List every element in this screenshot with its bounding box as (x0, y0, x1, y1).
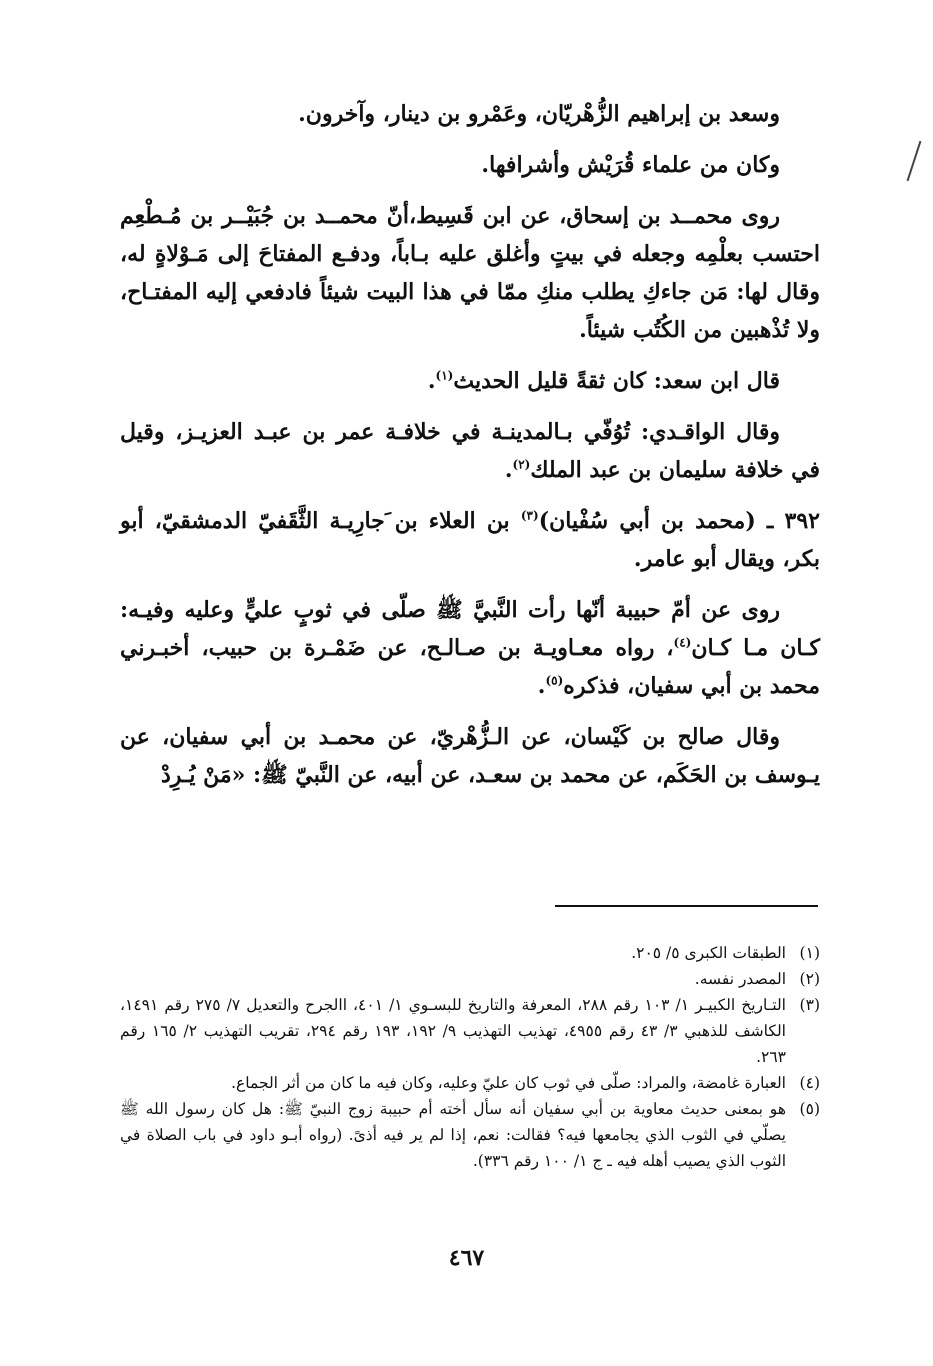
footnote-separator (555, 905, 818, 907)
footnote-ref-1[interactable]: (١) (435, 368, 454, 383)
footnote-number: (١) (799, 944, 820, 962)
footnote-number: (٢) (799, 970, 820, 988)
footnote-ref-5[interactable]: (٥) (545, 673, 564, 688)
paragraph-8: وقال صالح بن كَيْسان، عن الـزُّهْريّ، عن محمـد بن أبي سفيان، عن يـوسف بن الحَكَم، عن محمد بن سعـد، عن أبيه، عن النَّبيّ ﷺ: «مَنْ يُـرِدْ (120, 724, 820, 788)
entry-name: (محمد بن أبي سُفْيان) (538, 508, 756, 534)
footnote-number: (٥) (799, 1100, 820, 1118)
footnote-text: العبارة غامضة، والمراد: صلّى في ثوب كان عليّ وعليه، وكان فيه ما كان من أثر الجماع. (231, 1074, 786, 1092)
footnote-text: هو بمعنى حديث معاوية بن أبي سفيان أنه سأل أخته أم حبيبة زوج النبيّ ﷺ: هل كان رسول الله ﷺ يصلّي في الثوب الذي يجامعها فيه؟ فقالت: نعم، إذا لم ير فيه أذىً. (رواه أبـو داود في باب الصلاة في الثوب الذي يصيب أهله فيه ـ ج ١/ ١٠٠ رقم ٣٣٦). (120, 1100, 786, 1170)
footnote-1 (120, 940, 820, 966)
paragraph-4 (120, 362, 820, 400)
footnote-ref-3[interactable]: (٣) (520, 508, 539, 523)
margin-pen-mark (907, 141, 922, 182)
footnote-ref-2[interactable]: (٢) (512, 457, 531, 472)
footnote-text: المصدر نفسه. (694, 970, 786, 988)
paragraph-7-end: . (537, 673, 546, 699)
main-text (120, 95, 820, 807)
footnote-4 (120, 1070, 820, 1096)
paragraph-2: وكان من علماء قُرَيْش وأشرافها. (481, 152, 780, 178)
paragraph-4-end: . (427, 368, 436, 394)
footnote-text: الطبقات الكبرى ٥/ ٢٠٥. (631, 944, 786, 962)
paragraph-7-text-b: ، رواه معـاويـة بن صـالـح، عن ضَمْـرة بن حبيب، أخبـرني محمد بن أبي سفيان، فذكره (120, 635, 820, 699)
footnotes (120, 940, 820, 1174)
footnote-5 (120, 1096, 820, 1174)
entry-number: ٣٩٢ ـ (766, 508, 820, 534)
paragraph-1: وسعد بن إبراهيم الزُّهْريّان، وعَمْرو بن دينار، وآخرون. (298, 101, 780, 127)
paragraph-5 (120, 413, 820, 489)
paragraph-5-end: . (504, 457, 513, 483)
footnote-number: (٣) (799, 996, 820, 1014)
paragraph-3: روى محمــد بن إسحاق، عن ابن قَسِيط،أنّ محمــد بن جُبَيْــر بن مُـطْعِم احتسب بعلْمِه وجعله في بيتٍ وأغلق عليه بـاباً، ودفـع المفتاحَ إلى مَـوْلاةٍ له، وقال لها: مَن جاءكِ يطلب منكِ ممّا في هذا البيت شيئاً فادفعي إليه المفتـاح، ولا تُذْهبين من الكُتُب شيئاً. (120, 203, 820, 343)
footnote-2 (120, 966, 820, 992)
footnote-3 (120, 992, 820, 1070)
paragraph-7-text-a: روى عن أمّ حبيبة أنّها رأت النَّبيَّ ﷺ صلّى في ثوبٍ عليٍّ وعليه وفيـه: كـان مـا كـان (120, 597, 820, 661)
footnote-ref-4[interactable]: (٤) (673, 635, 692, 650)
paragraph-7 (120, 591, 820, 705)
footnote-text: التـاريخ الكبيـر ١/ ١٠٣ رقم ٢٨٨، المعرفة والتاريخ للبسـوي ١/ ٤٠١، االجرح والتعديل ٧/ ٢٧٥ رقم ١٤٩١، الكاشف للذهبي ٣/ ٤٣ رقم ٤٩٥٥، تهذيب التهذيب ٩/ ١٩٢، ١٩٣ رقم ٢٩٤، تقريب التهذيب ٢/ ١٦٥ رقم ٢٦٣. (120, 996, 786, 1066)
entry-text: بن العلاء بن َجارِيـة الثَّقَفيّ الدمشقيّ، أبو بكر، ويقال أبو عامر. (120, 508, 820, 572)
paragraph-4-text: قال ابن سعد: كان ثقةً قليل الحديث (453, 368, 780, 394)
footnote-number: (٤) (799, 1074, 820, 1092)
paragraph-5-text: وقال الواقـدي: تُوُفّي بـالمدينـة في خلافـة عمر بن عبـد العزيـز، وقيل في خلافة سليمان بن عبد الملك (120, 419, 820, 483)
entry-392 (120, 502, 820, 578)
page-number: ٤٦٧ (448, 1245, 485, 1271)
